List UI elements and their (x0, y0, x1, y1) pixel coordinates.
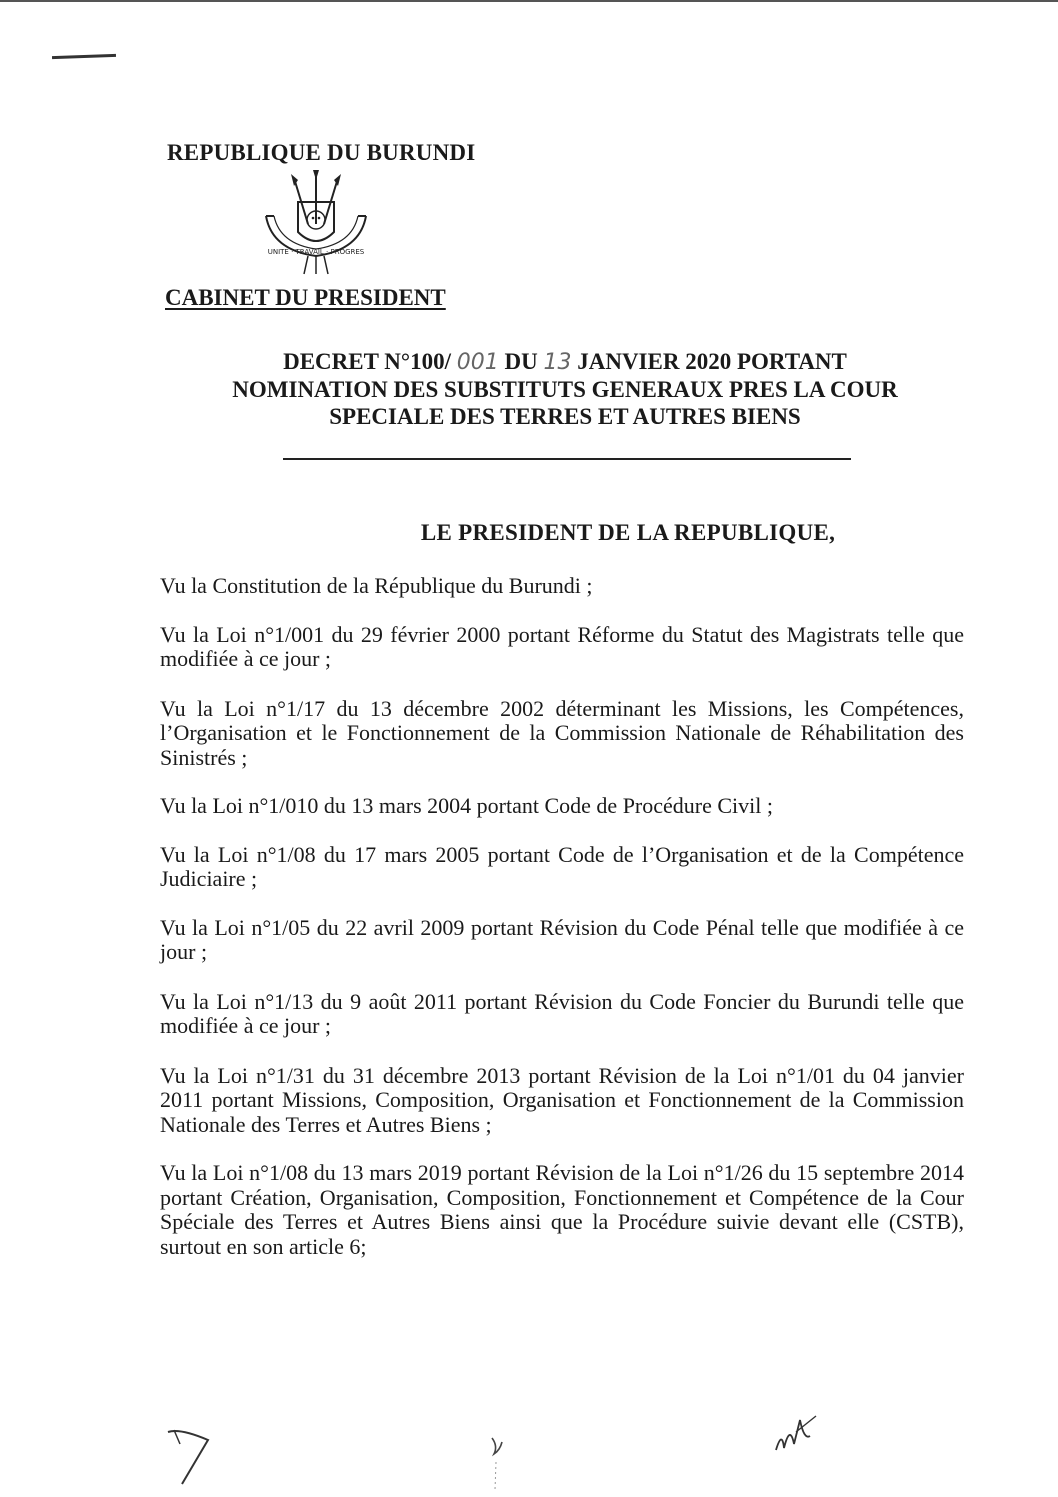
preamble-paragraph: Vu la Loi n°1/010 du 13 mars 2004 portant Code de Procédure Civil ; (160, 793, 773, 818)
preamble-paragraph: Vu la Loi n°1/08 du 17 mars 2005 portant Code de l’Organisation et de la Compétence Judiciaire ; (160, 841, 964, 891)
decree-prefix: DECRET N°100/ (283, 349, 457, 374)
authority-heading: LE PRESIDENT DE LA REPUBLIQUE, (420, 520, 836, 545)
preamble-paragraph: Vu la Loi n°1/05 du 22 avril 2009 portant Révision du Code Pénal telle que modifiée à ce jour ; (160, 914, 964, 964)
page-top-edge (0, 0, 1058, 2)
cabinet-heading: CABINET DU PRESIDENT (165, 285, 446, 310)
preamble (160, 574, 964, 1259)
pen-mark (52, 54, 116, 59)
decree-day-handwritten: 13 (543, 350, 572, 375)
title-separator-line (283, 458, 851, 460)
decree-title-line-3: SPECIALE DES TERRES ET AUTRES BIENS (329, 404, 801, 429)
coat-of-arms-icon (258, 170, 374, 276)
preamble-paragraph: Vu la Loi n°1/13 du 9 août 2011 portant Révision du Code Foncier du Burundi telle que modifiée à ce jour ; (160, 988, 964, 1038)
preamble-paragraph: Vu la Loi n°1/001 du 29 février 2000 portant Réforme du Statut des Magistrats telle que modifiée à ce jour ; (160, 621, 964, 671)
svg-text:UNITE · TRAVAIL · PROGRES: UNITE · TRAVAIL · PROGRES (267, 248, 365, 256)
preamble-paragraph: Vu la Constitution de la République du Burundi ; (160, 573, 593, 598)
country-heading: REPUBLIQUE DU BURUNDI (167, 140, 476, 165)
initials-mark-icon (770, 1410, 830, 1470)
decree-middle: DU (498, 349, 544, 374)
decree-title-line-1 (200, 348, 930, 376)
decree-line1-rest: JANVIER 2020 PORTANT (571, 349, 847, 374)
initials-mark-icon (160, 1420, 220, 1490)
decree-title-line-2: NOMINATION DES SUBSTITUTS GENERAUX PRES LA COUR (232, 377, 898, 402)
initials-mark-icon (482, 1432, 512, 1492)
decree-title (200, 348, 930, 430)
preamble-paragraph: Vu la Loi n°1/08 du 13 mars 2019 portant Révision de la Loi n°1/26 du 15 septembre 2014 portant Création, Organisation, Composition, Fonctionnement et Compétence de la Cour Spéciale des Terres et Autres Biens ainsi que la Procédure suivie devant elle (CSTB), surtout en son article 6; (160, 1160, 964, 1259)
preamble-paragraph: Vu la Loi n°1/31 du 31 décembre 2013 portant Révision de la Loi n°1/01 du 04 janvier 2011 portant Missions, Composition, Organisation et Fonctionnement de la Commission Nationale des Terres et Autres Biens ; (160, 1062, 964, 1137)
preamble-paragraph: Vu la Loi n°1/17 du 13 décembre 2002 déterminant les Missions, les Compétences, l’Organisation et le Fonctionnement de la Commission Nationale de Réhabilitation des Sinistrés ; (160, 695, 964, 770)
decree-number-handwritten: 001 (456, 350, 499, 375)
